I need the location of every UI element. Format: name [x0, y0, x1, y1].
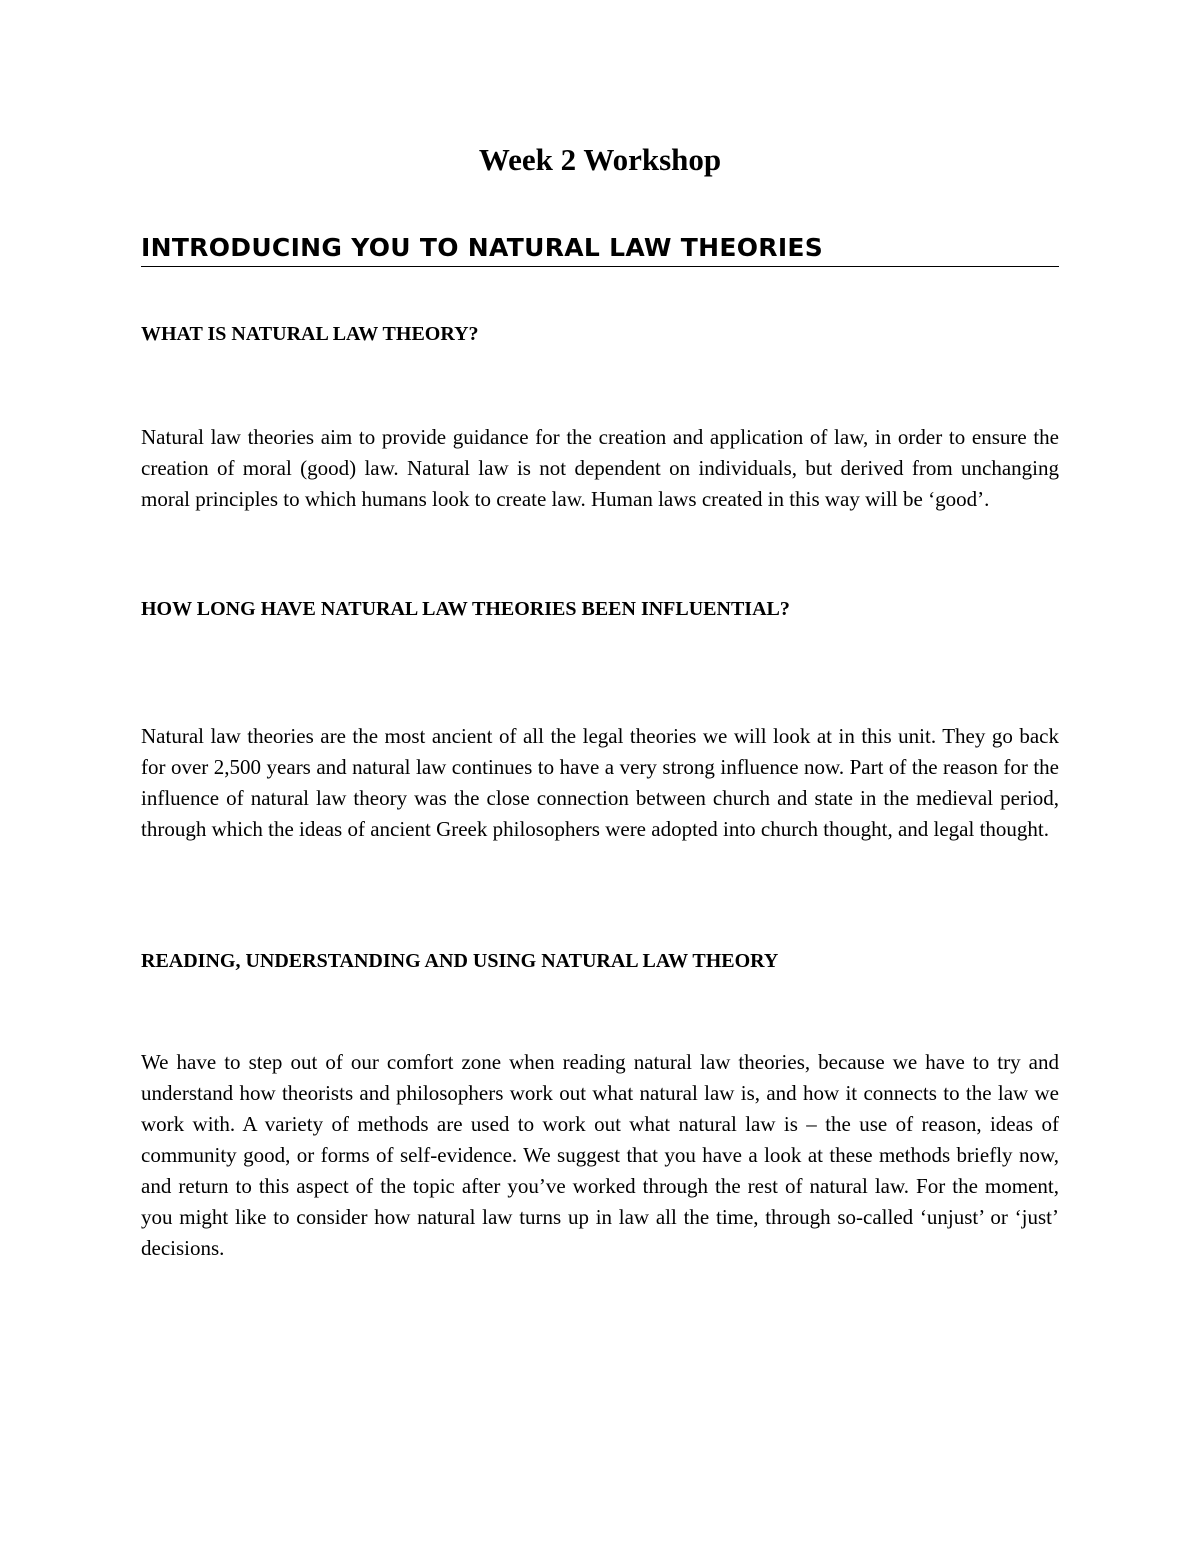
document-title: Week 2 Workshop [478, 142, 722, 177]
section-paragraph-how-long: Natural law theories are the most ancient of all the legal theories we will look at in this unit. They go back for over 2,500 years and natural law continues to have a very strong influence now. Part of the reason for the influence of natural law theory was the close connection between church and state in the medieval period, through which the ideas of ancient Greek philosophers were adopted into church thought, and legal thought. [141, 724, 1059, 841]
section-heading-how-long: HOW LONG HAVE NATURAL LAW THEORIES BEEN INFLUENTIAL? [141, 598, 790, 620]
main-heading: INTRODUCING YOU TO NATURAL LAW THEORIES [141, 230, 1059, 267]
section-heading-reading: READING, UNDERSTANDING AND USING NATURAL LAW THEORY [141, 950, 779, 972]
section-heading-what-is: WHAT IS NATURAL LAW THEORY? [141, 323, 479, 345]
section-paragraph-reading: We have to step out of our comfort zone when reading natural law theories, because we have to try and understand how theorists and philosophers work out what natural law is, and how it connects to the law we work with. A variety of methods are used to work out what natural law is – the use of reason, ideas of community good, or forms of self-evidence. We suggest that you have a look at these methods briefly now, and return to this aspect of the topic after you’ve worked through the rest of natural law. For the moment, you might like to consider how natural law turns up in law all the time, through so-called ‘unjust’ or ‘just’ decisions. [141, 1050, 1059, 1260]
section-paragraph-what-is: Natural law theories aim to provide guidance for the creation and application of law, in order to ensure the creation of moral (good) law. Natural law is not dependent on individuals, but derived from unchanging moral principles to which humans look to create law. Human laws created in this way will be ‘good’. [141, 425, 1059, 511]
